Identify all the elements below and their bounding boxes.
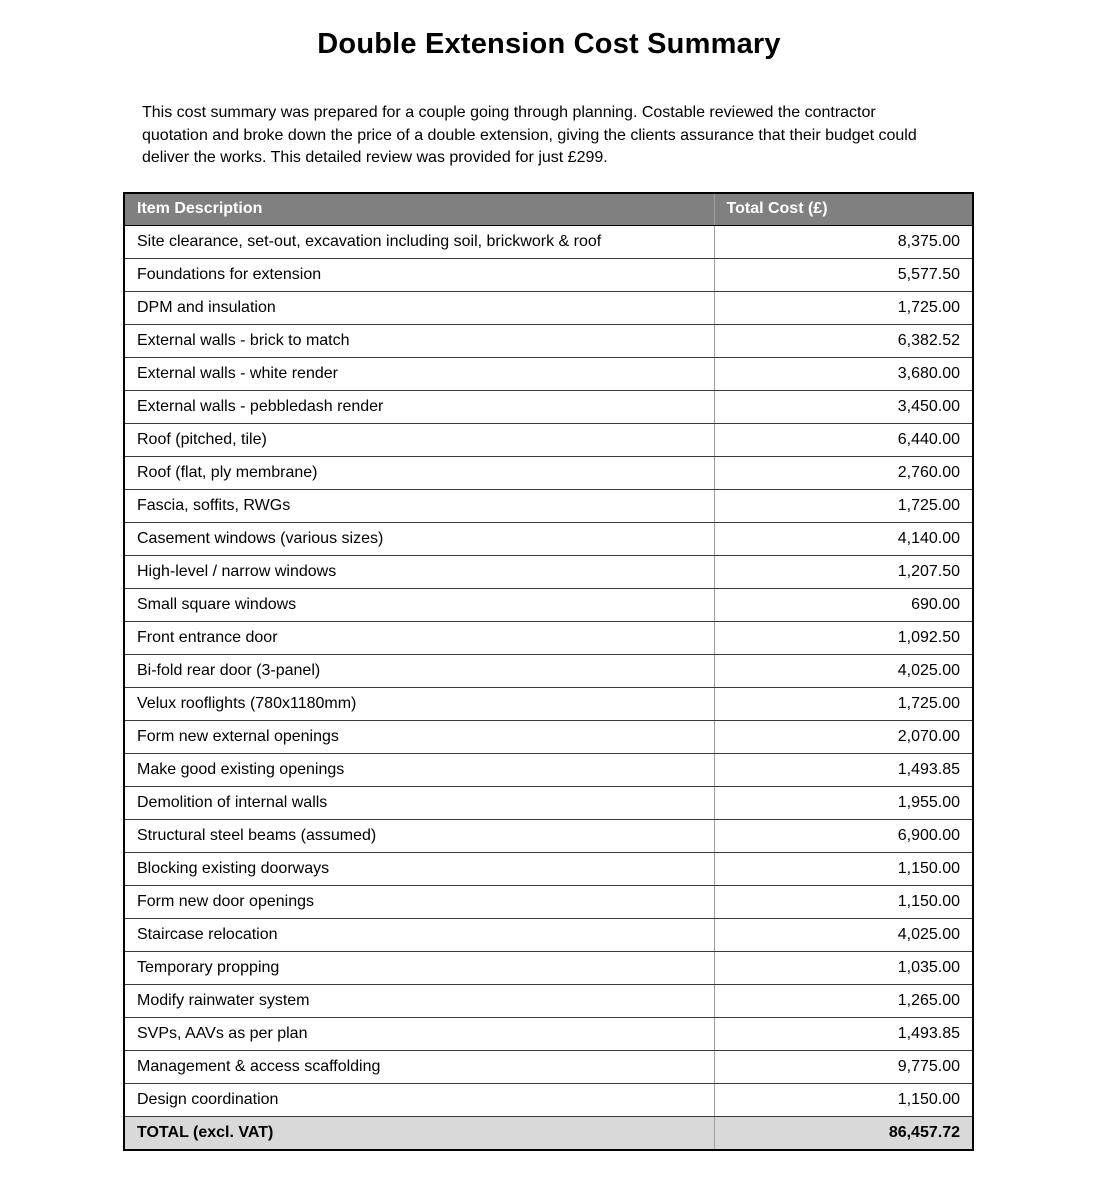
item-description-cell: Roof (flat, ply membrane) <box>124 457 714 490</box>
table-row <box>124 1084 973 1117</box>
page-title: Double Extension Cost Summary <box>317 28 781 60</box>
total-cost-cell: 5,577.50 <box>714 259 973 292</box>
item-description-cell: External walls - brick to match <box>124 325 714 358</box>
total-cost-cell: 3,680.00 <box>714 358 973 391</box>
item-description-cell: Velux rooflights (780x1180mm) <box>124 688 714 721</box>
total-cost-cell: 2,760.00 <box>714 457 973 490</box>
table-row <box>124 457 973 490</box>
item-description-cell: Casement windows (various sizes) <box>124 523 714 556</box>
table-row <box>124 523 973 556</box>
column-header-total-cost: Total Cost (£) <box>714 193 973 226</box>
total-cost-cell: 1,955.00 <box>714 787 973 820</box>
table-header-row <box>124 193 973 226</box>
cost-summary-table <box>123 192 974 1151</box>
table-row <box>124 292 973 325</box>
total-cost-cell: 1,150.00 <box>714 886 973 919</box>
table-row <box>124 490 973 523</box>
total-cost-cell: 1,150.00 <box>714 853 973 886</box>
total-cost-cell: 4,025.00 <box>714 919 973 952</box>
table-row <box>124 655 973 688</box>
total-cost-cell: 1,725.00 <box>714 490 973 523</box>
total-value: 86,457.72 <box>714 1117 973 1150</box>
item-description-cell: Demolition of internal walls <box>124 787 714 820</box>
item-description-cell: Modify rainwater system <box>124 985 714 1018</box>
total-cost-cell: 2,070.00 <box>714 721 973 754</box>
total-cost-cell: 4,140.00 <box>714 523 973 556</box>
item-description-cell: Site clearance, set-out, excavation including soil, brickwork & roof <box>124 226 714 259</box>
item-description-cell: Small square windows <box>124 589 714 622</box>
table-row <box>124 424 973 457</box>
item-description-cell: Roof (pitched, tile) <box>124 424 714 457</box>
item-description-cell: External walls - pebbledash render <box>124 391 714 424</box>
total-cost-cell: 1,265.00 <box>714 985 973 1018</box>
table-row <box>124 325 973 358</box>
item-description-cell: Structural steel beams (assumed) <box>124 820 714 853</box>
table-row <box>124 754 973 787</box>
item-description-cell: External walls - white render <box>124 358 714 391</box>
total-cost-cell: 1,092.50 <box>714 622 973 655</box>
table-row <box>124 358 973 391</box>
total-cost-cell: 1,493.85 <box>714 1018 973 1051</box>
item-description-cell: Make good existing openings <box>124 754 714 787</box>
total-cost-cell: 1,725.00 <box>714 688 973 721</box>
item-description-cell: Fascia, soffits, RWGs <box>124 490 714 523</box>
item-description-cell: High-level / narrow windows <box>124 556 714 589</box>
total-cost-cell: 6,900.00 <box>714 820 973 853</box>
table-row <box>124 886 973 919</box>
table-row <box>124 985 973 1018</box>
table-row <box>124 589 973 622</box>
item-description-cell: Form new door openings <box>124 886 714 919</box>
total-label: TOTAL (excl. VAT) <box>124 1117 714 1150</box>
table-row <box>124 820 973 853</box>
table-row <box>124 688 973 721</box>
item-description-cell: Management & access scaffolding <box>124 1051 714 1084</box>
column-header-item-description: Item Description <box>124 193 714 226</box>
item-description-cell: Bi-fold rear door (3-panel) <box>124 655 714 688</box>
total-cost-cell: 1,035.00 <box>714 952 973 985</box>
item-description-cell: Design coordination <box>124 1084 714 1117</box>
table-row <box>124 919 973 952</box>
item-description-cell: Temporary propping <box>124 952 714 985</box>
item-description-cell: SVPs, AAVs as per plan <box>124 1018 714 1051</box>
item-description-cell: Foundations for extension <box>124 259 714 292</box>
table-row <box>124 1018 973 1051</box>
table-row <box>124 721 973 754</box>
item-description-cell: Form new external openings <box>124 721 714 754</box>
total-cost-cell: 1,207.50 <box>714 556 973 589</box>
table-row <box>124 853 973 886</box>
total-cost-cell: 690.00 <box>714 589 973 622</box>
table-row <box>124 556 973 589</box>
total-row <box>124 1117 973 1150</box>
table-row <box>124 952 973 985</box>
intro-paragraph: This cost summary was prepared for a couple going through planning. Costable reviewed the contractor quotation and broke down the price of a double extension, giving the clients assurance that their budget could deliver the works. This detailed review was provided for just £299. <box>142 104 917 166</box>
table-body <box>124 226 973 1117</box>
total-cost-cell: 4,025.00 <box>714 655 973 688</box>
table-row <box>124 787 973 820</box>
item-description-cell: Front entrance door <box>124 622 714 655</box>
table-row <box>124 259 973 292</box>
total-cost-cell: 8,375.00 <box>714 226 973 259</box>
table-row <box>124 391 973 424</box>
item-description-cell: Blocking existing doorways <box>124 853 714 886</box>
total-cost-cell: 9,775.00 <box>714 1051 973 1084</box>
total-cost-cell: 6,440.00 <box>714 424 973 457</box>
table-row <box>124 1051 973 1084</box>
item-description-cell: Staircase relocation <box>124 919 714 952</box>
total-cost-cell: 1,725.00 <box>714 292 973 325</box>
total-cost-cell: 6,382.52 <box>714 325 973 358</box>
total-cost-cell: 1,493.85 <box>714 754 973 787</box>
table-row <box>124 622 973 655</box>
total-cost-cell: 1,150.00 <box>714 1084 973 1117</box>
item-description-cell: DPM and insulation <box>124 292 714 325</box>
table-row <box>124 226 973 259</box>
total-cost-cell: 3,450.00 <box>714 391 973 424</box>
